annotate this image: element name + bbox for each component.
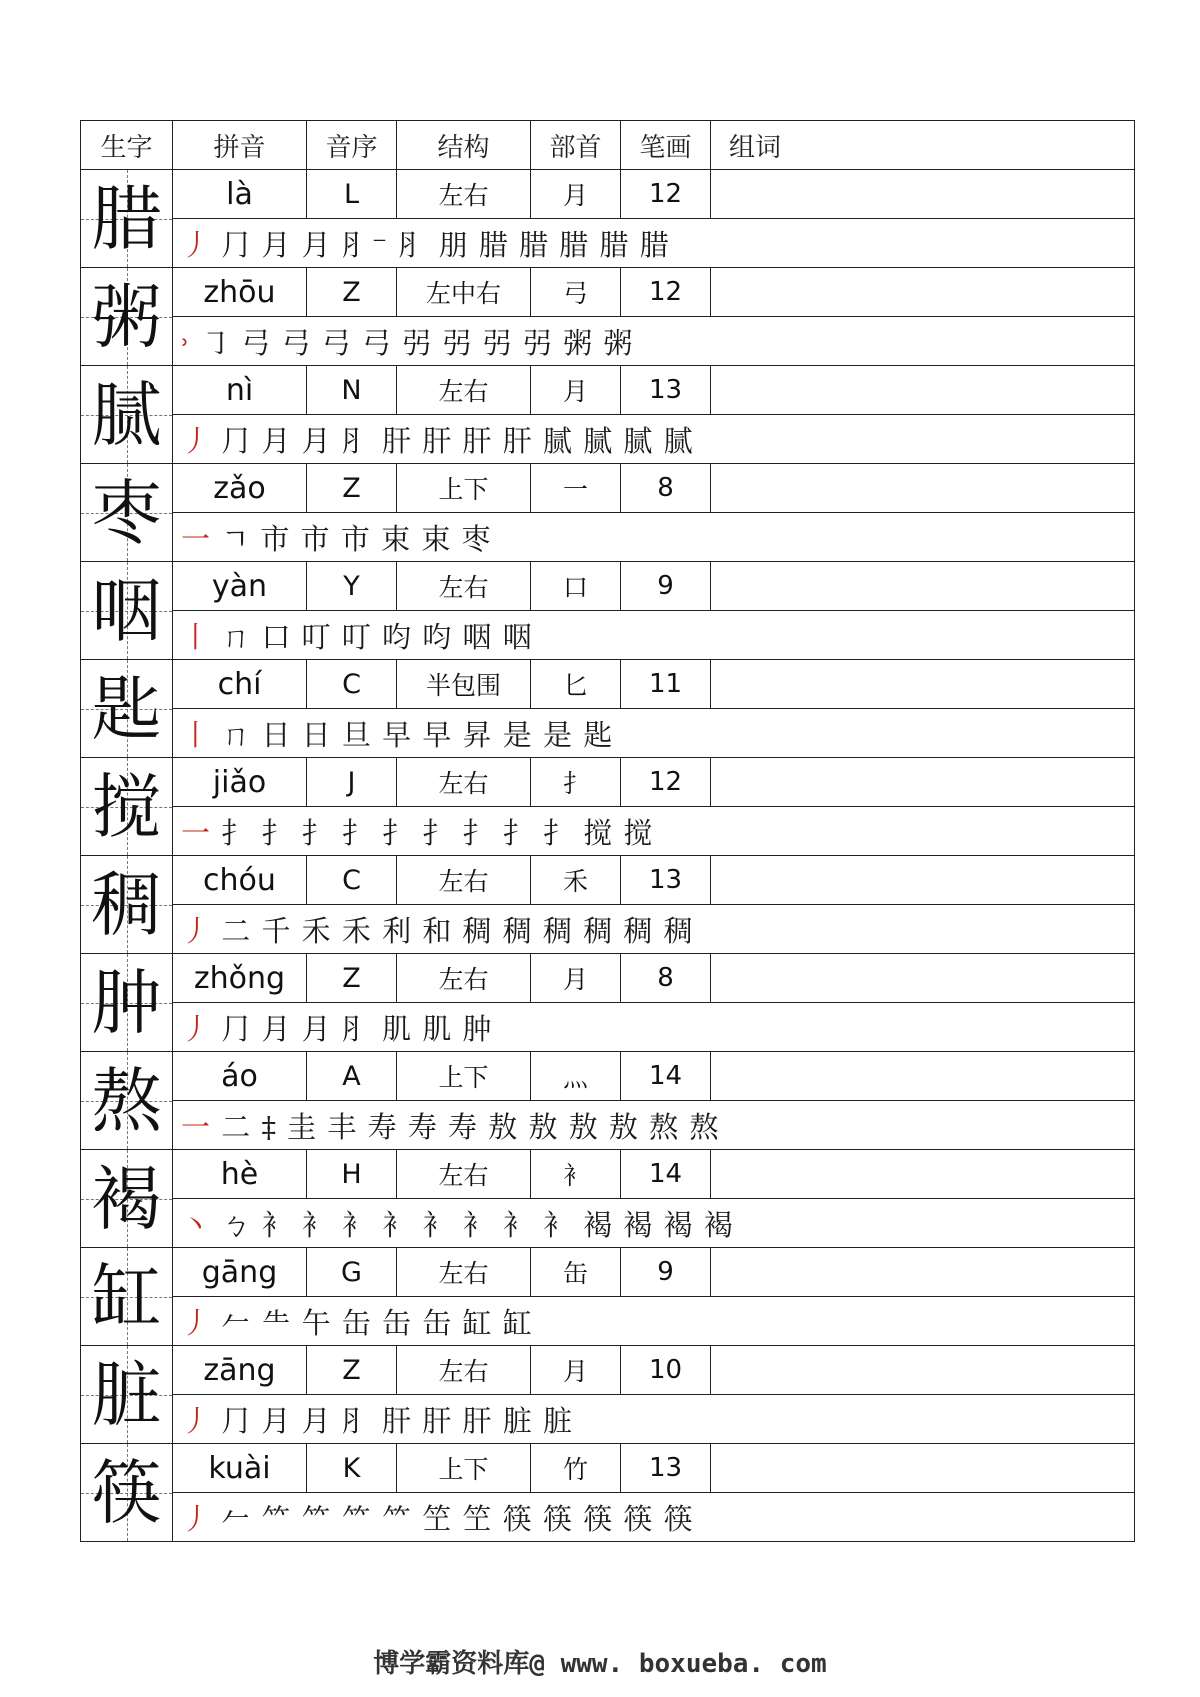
stroke-sequence-cell [173, 611, 1135, 660]
structure-cell: 左右 [397, 1248, 531, 1297]
stroke-count-cell: 12 [621, 758, 711, 807]
stroke-order-row [81, 611, 1135, 660]
structure-cell: 半包围 [397, 660, 531, 709]
first-stroke: ˒ [181, 325, 191, 360]
sound-order-cell: L [307, 170, 397, 219]
sound-order-cell: Y [307, 562, 397, 611]
word-group-cell [711, 758, 1135, 807]
stroke-sequence: ㄇ 口 叮 叮 呁 呁 咽 咽 [221, 619, 533, 654]
stroke-count-cell: 10 [621, 1346, 711, 1395]
stroke-order-row [81, 1395, 1135, 1444]
first-stroke: 丨 [181, 717, 212, 752]
structure-cell: 左右 [397, 366, 531, 415]
stroke-order-row [81, 1493, 1135, 1542]
char-info-row [81, 1052, 1135, 1101]
word-group-cell [711, 1150, 1135, 1199]
radical-cell: 衤 [531, 1150, 621, 1199]
stroke-sequence-cell [173, 513, 1135, 562]
big-character: 枣 [91, 471, 162, 554]
stroke-count-cell: 9 [621, 562, 711, 611]
big-character-cell [81, 1052, 173, 1150]
stroke-sequence-cell [173, 1199, 1135, 1248]
sound-order-cell: A [307, 1052, 397, 1101]
stroke-sequence-cell [173, 317, 1135, 366]
stroke-sequence-cell [173, 1297, 1135, 1346]
big-character-cell [81, 1150, 173, 1248]
pinyin-cell: chí [173, 660, 307, 709]
radical-cell: 缶 [531, 1248, 621, 1297]
pinyin-cell: là [173, 170, 307, 219]
stroke-sequence: ⺆ 月 月 ⺼ 肝 肝 肝 肝 腻 腻 腻 腻 [221, 423, 694, 458]
stroke-sequence: 𠂉 ⺧ 午 缶 缶 缶 缸 缸 [221, 1305, 533, 1340]
stroke-sequence: 扌 扌 扌 扌 扌 扌 扌 扌 扌 搅 搅 [221, 815, 654, 850]
radical-cell: 月 [531, 366, 621, 415]
structure-cell: 左右 [397, 1346, 531, 1395]
first-stroke: 丿 [181, 913, 212, 948]
stroke-sequence-cell [173, 1493, 1135, 1542]
char-info-row [81, 1150, 1135, 1199]
radical-cell: 月 [531, 170, 621, 219]
stroke-count-cell: 11 [621, 660, 711, 709]
structure-cell: 上下 [397, 464, 531, 513]
radical-cell: 月 [531, 1346, 621, 1395]
stroke-sequence: ㇆ 弓 弓 弓 弓 弜 弜 弜 弜 粥 粥 [201, 325, 634, 360]
header-words: 组词 [711, 121, 1135, 170]
word-group-cell [711, 366, 1135, 415]
stroke-sequence: 二 ‡ 圭 丰 寿 寿 寿 敖 敖 敖 敖 熬 熬 [221, 1109, 720, 1144]
big-character-cell [81, 170, 173, 268]
structure-cell: 左右 [397, 562, 531, 611]
structure-cell: 左右 [397, 170, 531, 219]
structure-cell: 上下 [397, 1444, 531, 1493]
char-info-row [81, 1346, 1135, 1395]
structure-cell: 左右 [397, 1150, 531, 1199]
sound-order-cell: K [307, 1444, 397, 1493]
stroke-count-cell: 8 [621, 464, 711, 513]
stroke-count-cell: 13 [621, 366, 711, 415]
char-info-row [81, 268, 1135, 317]
char-info-row [81, 464, 1135, 513]
stroke-sequence: ㄅ 衤 衤 衤 衤 衤 衤 衤 衤 褐 褐 褐 褐 [221, 1207, 734, 1242]
radical-cell: 一 [531, 464, 621, 513]
stroke-count-cell: 9 [621, 1248, 711, 1297]
sound-order-cell: Z [307, 268, 397, 317]
radical-cell: 禾 [531, 856, 621, 905]
sound-order-cell: J [307, 758, 397, 807]
radical-cell: 竹 [531, 1444, 621, 1493]
sound-order-cell: N [307, 366, 397, 415]
stroke-count-cell: 14 [621, 1150, 711, 1199]
char-info-row [81, 660, 1135, 709]
stroke-order-row [81, 905, 1135, 954]
word-group-cell [711, 562, 1135, 611]
big-character: 稠 [91, 863, 162, 946]
big-character: 腻 [91, 373, 162, 456]
char-info-row [81, 170, 1135, 219]
stroke-sequence-cell [173, 1101, 1135, 1150]
pinyin-cell: nì [173, 366, 307, 415]
stroke-order-row [81, 807, 1135, 856]
big-character-cell [81, 758, 173, 856]
first-stroke: 一 [181, 521, 212, 556]
big-character: 筷 [91, 1451, 162, 1534]
pinyin-cell: kuài [173, 1444, 307, 1493]
sound-order-cell: C [307, 856, 397, 905]
stroke-count-cell: 13 [621, 1444, 711, 1493]
radical-cell: 弓 [531, 268, 621, 317]
structure-cell: 左右 [397, 954, 531, 1003]
word-group-cell [711, 268, 1135, 317]
structure-cell: 左中右 [397, 268, 531, 317]
radical-cell: 匕 [531, 660, 621, 709]
big-character: 脏 [91, 1353, 162, 1436]
word-group-cell [711, 1346, 1135, 1395]
first-stroke: 丨 [181, 619, 212, 654]
stroke-order-row [81, 1003, 1135, 1052]
radical-cell: 口 [531, 562, 621, 611]
sound-order-cell: Z [307, 464, 397, 513]
first-stroke: 丿 [181, 423, 212, 458]
stroke-sequence: ㄱ 市 市 市 束 束 枣 [221, 521, 492, 556]
table-body [81, 121, 1135, 1542]
big-character-cell [81, 660, 173, 758]
big-character-cell [81, 1248, 173, 1346]
stroke-count-cell: 13 [621, 856, 711, 905]
sound-order-cell: H [307, 1150, 397, 1199]
stroke-sequence-cell [173, 1395, 1135, 1444]
word-group-cell [711, 954, 1135, 1003]
word-group-cell [711, 660, 1135, 709]
char-info-row [81, 562, 1135, 611]
structure-cell: 左右 [397, 856, 531, 905]
word-group-cell [711, 1444, 1135, 1493]
first-stroke: 丿 [181, 227, 212, 262]
footer-watermark: 博学霸资料库@ www. boxueba. com [373, 1649, 827, 1679]
stroke-order-row [81, 219, 1135, 268]
stroke-sequence-cell [173, 415, 1135, 464]
radical-cell: 扌 [531, 758, 621, 807]
stroke-count-cell: 14 [621, 1052, 711, 1101]
stroke-sequence: 𠂉 ⺮ ⺮ ⺮ ⺮ 笁 笁 筷 筷 筷 筷 筷 [221, 1501, 694, 1536]
big-character-cell [81, 1346, 173, 1444]
stroke-order-row [81, 415, 1135, 464]
stroke-sequence: ⺆ 月 月 ⺼ 肝 肝 肝 脏 脏 [221, 1403, 573, 1438]
stroke-sequence: ㄇ 日 日 旦 早 早 昇 是 是 匙 [221, 717, 614, 752]
big-character: 肿 [91, 961, 162, 1044]
stroke-sequence-cell [173, 219, 1135, 268]
big-character: 搅 [91, 765, 162, 848]
big-character: 咽 [91, 569, 162, 652]
big-character: 熬 [91, 1059, 162, 1142]
pinyin-cell: yàn [173, 562, 307, 611]
char-info-row [81, 1444, 1135, 1493]
pinyin-cell: chóu [173, 856, 307, 905]
first-stroke: 丿 [181, 1305, 212, 1340]
word-group-cell [711, 856, 1135, 905]
stroke-sequence: 二 千 禾 禾 利 和 稠 稠 稠 稠 稠 稠 [221, 913, 694, 948]
header-order: 音序 [307, 121, 397, 170]
pinyin-cell: áo [173, 1052, 307, 1101]
sound-order-cell: Z [307, 1346, 397, 1395]
sound-order-cell: C [307, 660, 397, 709]
pinyin-cell: zāng [173, 1346, 307, 1395]
char-info-row [81, 954, 1135, 1003]
stroke-sequence-cell [173, 807, 1135, 856]
header-radical: 部首 [531, 121, 621, 170]
stroke-sequence-cell [173, 709, 1135, 758]
header-row [81, 121, 1135, 170]
first-stroke: 丿 [181, 1403, 212, 1438]
big-character: 粥 [91, 275, 162, 358]
stroke-sequence-cell [173, 905, 1135, 954]
big-character-cell [81, 562, 173, 660]
pinyin-cell: zǎo [173, 464, 307, 513]
header-pinyin: 拼音 [173, 121, 307, 170]
char-info-row [81, 856, 1135, 905]
header-structure: 结构 [397, 121, 531, 170]
big-character: 褐 [91, 1157, 162, 1240]
big-character-cell [81, 464, 173, 562]
stroke-sequence-cell [173, 1003, 1135, 1052]
big-character-cell [81, 856, 173, 954]
char-info-row [81, 366, 1135, 415]
stroke-order-row [81, 709, 1135, 758]
first-stroke: 一 [181, 815, 212, 850]
stroke-order-row [81, 513, 1135, 562]
first-stroke: 丶 [181, 1207, 212, 1242]
word-group-cell [711, 464, 1135, 513]
char-info-row [81, 758, 1135, 807]
big-character: 缸 [91, 1255, 162, 1338]
pinyin-cell: zhǒng [173, 954, 307, 1003]
word-group-cell [711, 170, 1135, 219]
header-strokes: 笔画 [621, 121, 711, 170]
sound-order-cell: Z [307, 954, 397, 1003]
stroke-order-row [81, 1101, 1135, 1150]
radical-cell: 灬 [531, 1052, 621, 1101]
header-char: 生字 [81, 121, 173, 170]
big-character: 匙 [91, 667, 162, 750]
char-info-row [81, 1248, 1135, 1297]
big-character-cell [81, 1444, 173, 1542]
pinyin-cell: jiǎo [173, 758, 307, 807]
stroke-count-cell: 12 [621, 268, 711, 317]
pinyin-cell: gāng [173, 1248, 307, 1297]
stroke-count-cell: 8 [621, 954, 711, 1003]
structure-cell: 左右 [397, 758, 531, 807]
sound-order-cell: G [307, 1248, 397, 1297]
stroke-sequence: ⺆ 月 月 ⺼⁻ ⺼ 朋 腊 腊 腊 腊 腊 [221, 227, 670, 262]
big-character-cell [81, 954, 173, 1052]
structure-cell: 上下 [397, 1052, 531, 1101]
pinyin-cell: zhōu [173, 268, 307, 317]
character-table [80, 120, 1135, 1542]
stroke-order-row [81, 317, 1135, 366]
stroke-sequence: ⺆ 月 月 ⺼ 肌 肌 肿 [221, 1011, 493, 1046]
stroke-order-row [81, 1297, 1135, 1346]
word-group-cell [711, 1052, 1135, 1101]
stroke-count-cell: 12 [621, 170, 711, 219]
big-character-cell [81, 268, 173, 366]
stroke-order-row [81, 1199, 1135, 1248]
pinyin-cell: hè [173, 1150, 307, 1199]
first-stroke: 丿 [181, 1011, 212, 1046]
big-character-cell [81, 366, 173, 464]
first-stroke: 一 [181, 1109, 212, 1144]
big-character: 腊 [91, 177, 162, 260]
word-group-cell [711, 1248, 1135, 1297]
character-table-sheet [80, 120, 1134, 1542]
radical-cell: 月 [531, 954, 621, 1003]
first-stroke: 丿 [181, 1501, 212, 1536]
